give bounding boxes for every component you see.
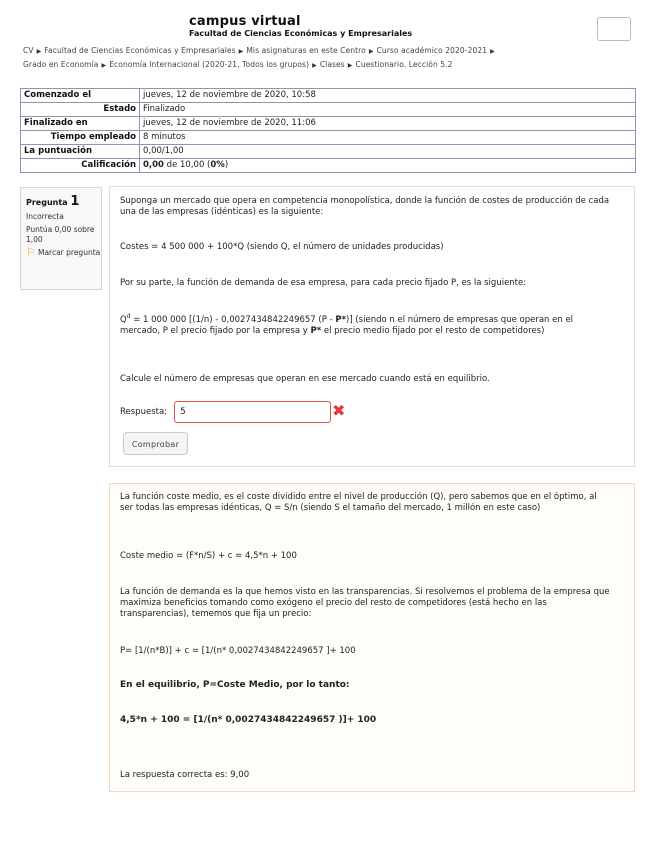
summary-value: jueves, 12 de noviembre de 2020, 11:06 <box>140 117 636 131</box>
grade-out-of: de 10,00 ( <box>163 160 211 170</box>
question-label: Pregunta <box>26 198 68 207</box>
breadcrumb <box>23 45 583 72</box>
site-header <box>189 14 412 39</box>
demand-pstar-2: P* <box>310 325 322 336</box>
breadcrumb-item-cv[interactable]: CV <box>23 46 34 55</box>
breadcrumb-item-classes[interactable]: Clases <box>319 59 345 69</box>
feedback-text: Coste medio = (F*n/S) + c = 4,5*n + 100 <box>120 551 297 561</box>
breadcrumb-separator-icon: ▶ <box>238 48 244 55</box>
attempt-summary-table <box>20 88 636 173</box>
demand-function-text <box>120 311 610 337</box>
summary-value: jueves, 12 de noviembre de 2020, 10:58 <box>140 89 636 103</box>
question-content <box>109 186 635 467</box>
summary-row-marks <box>21 145 636 159</box>
breadcrumb-separator-icon: ▶ <box>36 48 42 55</box>
breadcrumb-separator-icon: ▶ <box>101 61 107 69</box>
question-score: Puntúa 0,00 sobre 1,00 <box>26 225 95 244</box>
grade-percent: 0% <box>210 160 225 170</box>
breadcrumb-item-faculty[interactable]: Facultad de Ciencias Económicas y Empresariales <box>44 46 236 55</box>
question-status: Incorrecta <box>26 212 64 221</box>
incorrect-icon: ✖ <box>332 401 346 420</box>
site-title[interactable]: campus virtual <box>189 14 301 29</box>
flag-icon: ⚐ <box>26 247 35 258</box>
check-button[interactable]: Comprobar <box>123 432 188 455</box>
flag-question-link[interactable] <box>26 248 101 258</box>
breadcrumb-item-course[interactable]: Economía Internacional (2020-21, Todos los grupos) <box>109 59 310 69</box>
summary-label: La puntuación <box>21 145 140 159</box>
question-number-value: 1 <box>70 194 80 209</box>
demand-part-e: el precio medio fijado por el resto de competidores) <box>321 325 545 336</box>
summary-label: Estado <box>21 103 140 117</box>
demand-part-a: = 1 000 000 [(1/n) - 0,0027434842249657 (P - <box>130 314 336 325</box>
demand-q: Q <box>120 314 127 325</box>
feedback-text: En el equilibrio, P=Coste Medio, por lo tanto: <box>120 680 350 690</box>
demand-pstar: P* <box>335 314 347 325</box>
summary-value: 8 minutos <box>140 131 636 145</box>
breadcrumb-item-degree[interactable]: Grado en Economía <box>23 59 99 69</box>
summary-value: 0,00/1,00 <box>140 145 636 159</box>
summary-row-state <box>21 103 636 117</box>
feedback-text: La función de demanda es la que hemos visto en las transparencias. Si resolvemos el problema de la empresa que maximiza beneficios tomando como exógeno el precio del resto de competidores (está hecho en las transparencias), tememos que fija un precio: <box>120 587 610 619</box>
feedback-text: 4,5*n + 100 = [1/(n* 0,0027434842249657 )]+ 100 <box>120 715 377 725</box>
cost-function-text: Costes = 4 500 000 + 100*Q (siendo Q, el número de unidades producidas) <box>120 242 444 252</box>
breadcrumb-item-quiz[interactable]: Cuestionario. Lección 5.2 <box>355 59 453 69</box>
question-text: Suponga un mercado que opera en competencia monopolística, donde la función de costes de producción de cada una de las empresas (idénticas) es la siguiente: <box>120 196 610 217</box>
answer-input[interactable] <box>174 401 331 423</box>
demand-part-c: )] (siendo n el número de empresas que operan en el mercado, P el precio fijado por la empresa y <box>120 314 574 336</box>
demand-intro-text: Por su parte, la función de demanda de esa empresa, para cada precio fijado P, es la siguiente: <box>120 278 527 288</box>
grade-value: 0,00 <box>143 160 164 170</box>
feedback-text: P= [1/(n*B)] + c = [1/(n* 0,0027434842249657 ]+ 100 <box>120 646 356 656</box>
grade-close: ) <box>224 160 229 170</box>
summary-row-finished <box>21 117 636 131</box>
summary-row-time-taken <box>21 131 636 145</box>
breadcrumb-separator-icon: ▶ <box>368 48 374 55</box>
feedback-text: La función coste medio, es el coste dividido entre el nivel de producción (Q), pero sabemos que en el óptimo, al ser todas las empresas idénticas, Q = S/n (siendo S el tamaño del mercado, 1 millón en este caso) <box>120 492 597 513</box>
question-prompt: Calcule el número de empresas que operan en ese mercado cuando está en equilibrio. <box>120 374 490 384</box>
user-menu-button[interactable] <box>597 17 631 41</box>
summary-label: Tiempo empleado <box>21 131 140 145</box>
site-subtitle[interactable]: Facultad de Ciencias Económicas y Empresariales <box>189 29 413 38</box>
question-info-panel <box>20 187 102 290</box>
general-feedback <box>109 483 635 792</box>
breadcrumb-separator-icon: ▶ <box>312 61 317 69</box>
summary-label: Comenzado el <box>21 89 140 103</box>
correct-answer-text: La respuesta correcta es: 9,00 <box>120 770 250 780</box>
flag-question-label: Marcar pregunta <box>37 248 101 257</box>
summary-label: Finalizado en <box>21 117 140 131</box>
summary-value <box>140 159 636 173</box>
summary-row-grade <box>21 159 636 173</box>
breadcrumb-separator-icon: ▶ <box>490 48 495 55</box>
demand-superscript: d <box>126 313 131 320</box>
summary-row-started <box>21 89 636 103</box>
summary-label: Calificación <box>21 159 140 173</box>
breadcrumb-item-year[interactable]: Curso académico 2020-2021 <box>376 46 488 55</box>
summary-value: Finalizado <box>140 103 636 117</box>
question-number <box>26 194 101 209</box>
breadcrumb-item-my-courses[interactable]: Mis asignaturas en este Centro <box>246 46 366 55</box>
answer-label: Respuesta: <box>120 407 168 417</box>
breadcrumb-separator-icon: ▶ <box>347 61 353 69</box>
